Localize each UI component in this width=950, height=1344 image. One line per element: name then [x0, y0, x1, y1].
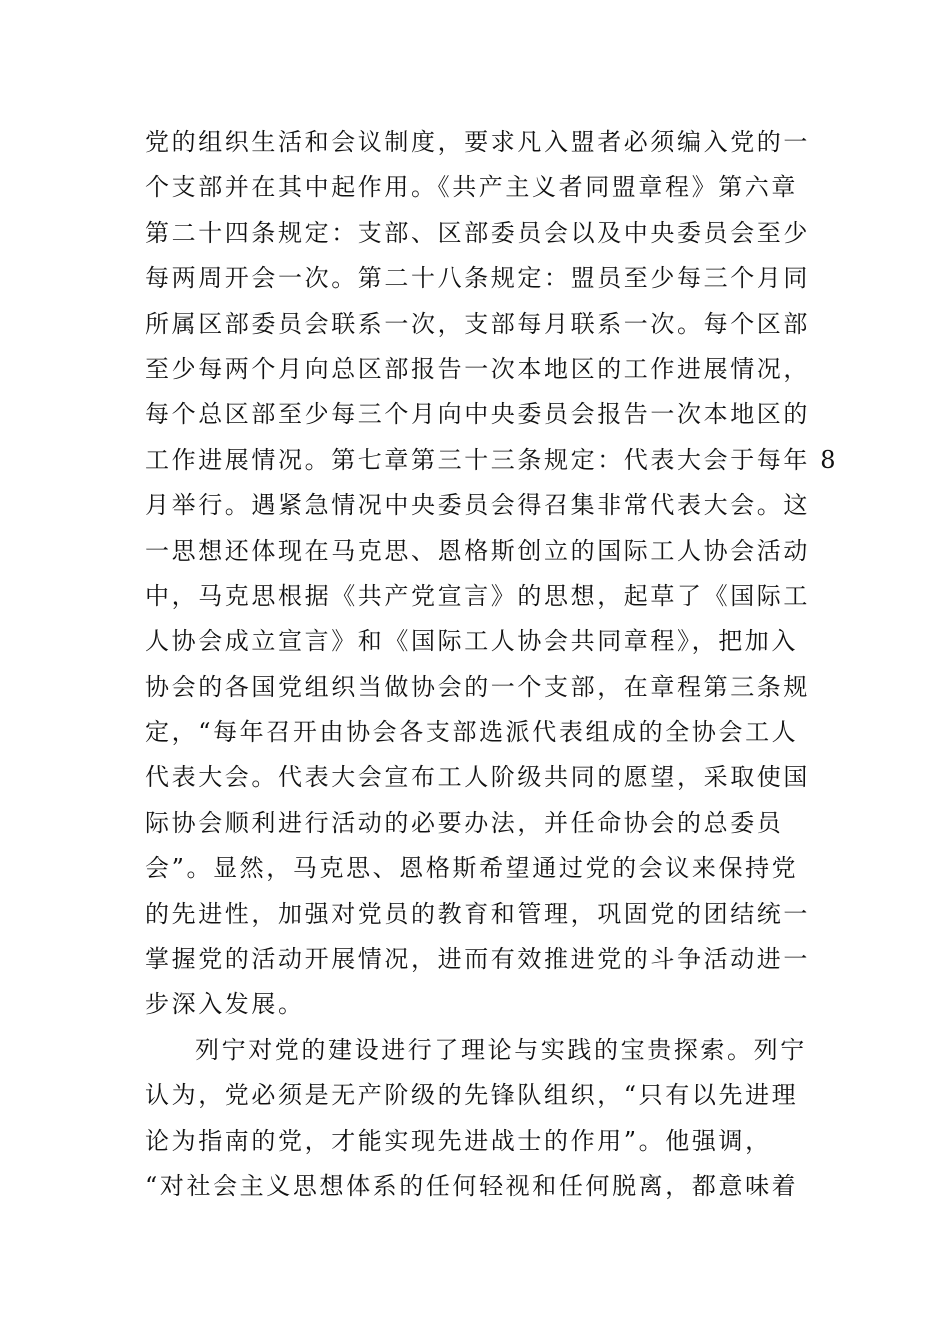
text-line: 协会的各国党组织当做协会的一个支部，在章程第三条规 — [145, 672, 810, 701]
text-line: 论为指南的党，才能实现先进战士的作用”。他强调， — [145, 1126, 772, 1155]
text-line: 工作进展情况。第七章第三十三条规定：代表大会于每年 8 — [145, 445, 839, 474]
text-line: 至少每两个月向总区部报告一次本地区的工作进展情况， — [145, 354, 810, 383]
text-line: 个支部并在其中起作用。《共产主义者同盟章程》第六章 — [145, 173, 798, 202]
text-line: 认为，党必须是无产阶级的先锋队组织，“只有以先进理 — [145, 1081, 799, 1110]
paragraph-first-line: 列宁对党的建设进行了理论与实践的宝贵探索。列宁 — [195, 1035, 807, 1064]
text-line: 步深入发展。 — [145, 990, 305, 1019]
text-line: 党的组织生活和会议制度，要求凡入盟者必须编入党的一 — [145, 128, 810, 156]
text-line: 每两周开会一次。第二十八条规定：盟员至少每三个月同 — [145, 264, 810, 293]
text-line: 每个总区部至少每三个月向中央委员会报告一次本地区的 — [145, 400, 810, 429]
body-text — [145, 120, 839, 1209]
text-line: 人协会成立宣言》和《国际工人协会共同章程》，把加入 — [145, 627, 798, 656]
text-line: 掌握党的活动开展情况，进而有效推进党的斗争活动进一 — [145, 945, 810, 974]
text-line: 会”。显然，马克思、恩格斯希望通过党的会议来保持党 — [145, 854, 799, 883]
text-line: “对社会主义思想体系的任何轻视和任何脱离，都意味着 — [145, 1171, 799, 1200]
text-line: 所属区部委员会联系一次，支部每月联系一次。每个区部 — [145, 309, 810, 338]
text-line: 定，“每年召开由协会各支部选派代表组成的全协会工人 — [145, 718, 799, 747]
text-line: 际协会顺利进行活动的必要办法，并任命协会的总委员 — [145, 808, 784, 837]
text-line: 月举行。遇紧急情况中央委员会得召集非常代表大会。这 — [145, 491, 810, 520]
text-line: 第二十四条规定：支部、区部委员会以及中央委员会至少 — [145, 218, 810, 247]
text-line: 代表大会。代表大会宣布工人阶级共同的愿望，采取使国 — [145, 763, 810, 792]
text-line: 的先进性，加强对党员的教育和管理，巩固党的团结统一 — [145, 899, 810, 928]
text-line: 中，马克思根据《共产党宣言》的思想，起草了《国际工 — [145, 581, 810, 610]
text-line: 一思想还体现在马克思、恩格斯创立的国际工人协会活动 — [145, 536, 810, 565]
